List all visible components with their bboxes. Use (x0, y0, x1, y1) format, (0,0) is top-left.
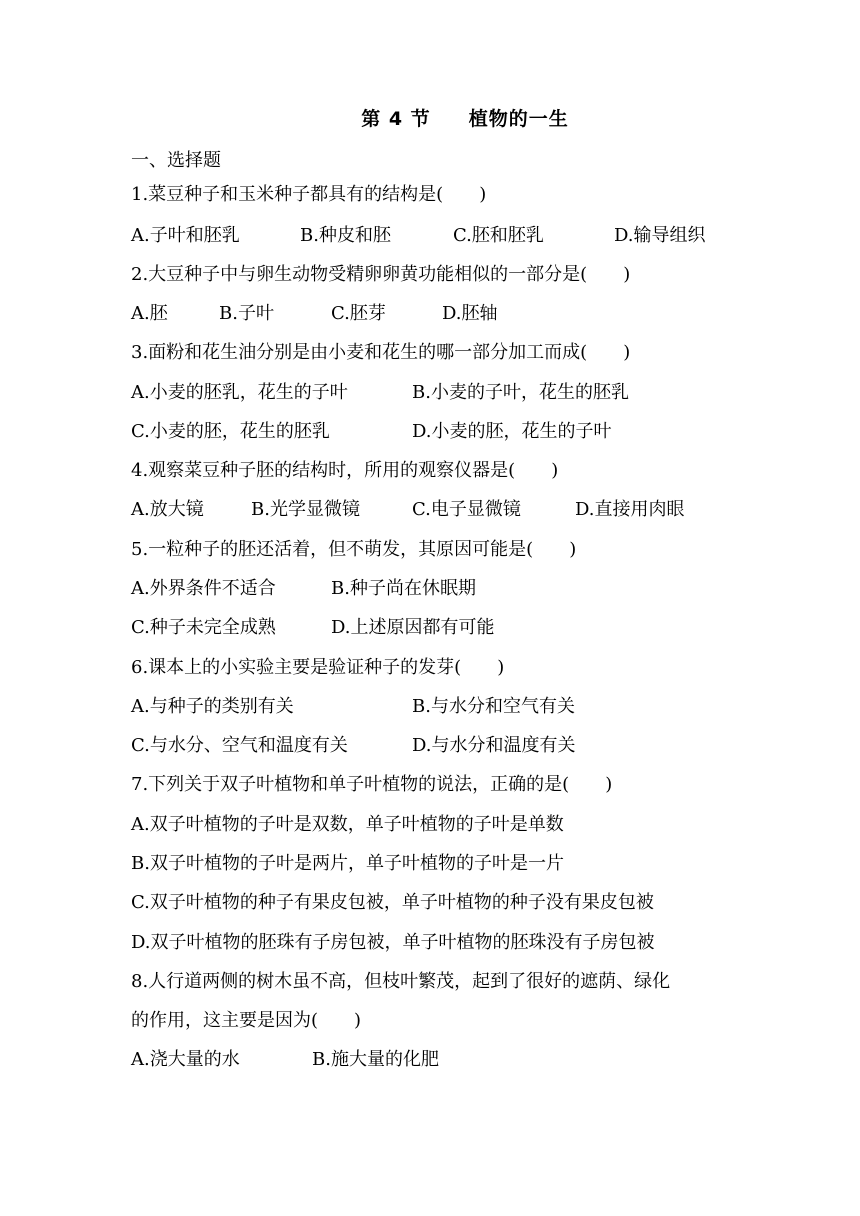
q4-option-a: A.放大镜 (131, 499, 204, 520)
q5-option-d: D.上述原因都有可能 (331, 617, 495, 638)
q3-option-a: A.小麦的胚乳，花生的子叶 (131, 382, 348, 403)
q5-option-c: C.种子未完全成熟 (131, 617, 276, 638)
q5-option-b: B.种子尚在休眠期 (331, 578, 476, 599)
question-6: 6.课本上的小实验主要是验证种子的发芽( ) (131, 657, 505, 678)
q6-option-d: D.与水分和温度有关 (412, 735, 576, 756)
q3-option-b: B.小麦的子叶，花生的胚乳 (412, 382, 629, 403)
q7-option-c: C.双子叶植物的种子有果皮包被，单子叶植物的种子没有果皮包被 (131, 892, 654, 913)
q6-option-c: C.与水分、空气和温度有关 (131, 735, 348, 756)
question-4: 4.观察菜豆种子胚的结构时，所用的观察仪器是( ) (131, 460, 559, 481)
q2-option-c: C.胚芽 (331, 303, 386, 324)
question-2: 2.大豆种子中与卵生动物受精卵卵黄功能相似的一部分是( ) (131, 264, 631, 285)
q1-option-b: B.种皮和胚 (300, 225, 391, 246)
q7-option-b: B.双子叶植物的子叶是两片，单子叶植物的子叶是一片 (131, 853, 564, 874)
question-1: 1.菜豆种子和玉米种子都具有的结构是( ) (131, 184, 487, 205)
q6-option-b: B.与水分和空气有关 (412, 696, 575, 717)
q2-option-b: B.子叶 (219, 303, 274, 324)
q2-option-d: D.胚轴 (442, 303, 498, 324)
q3-option-c: C.小麦的胚，花生的胚乳 (131, 421, 330, 442)
question-3: 3.面粉和花生油分别是由小麦和花生的哪一部分加工而成( ) (131, 342, 631, 363)
q6-option-a: A.与种子的类别有关 (131, 696, 294, 717)
q5-option-a: A.外界条件不适合 (131, 578, 276, 599)
q1-option-d: D.输导组织 (614, 225, 706, 246)
q8-option-a: A.浇大量的水 (131, 1049, 240, 1070)
q1-option-c: C.胚和胚乳 (453, 225, 544, 246)
q8-option-b: B.施大量的化肥 (312, 1049, 439, 1070)
question-5: 5.一粒种子的胚还活着，但不萌发，其原因可能是( ) (131, 539, 577, 560)
question-7: 7.下列关于双子叶植物和单子叶植物的说法，正确的是( ) (131, 774, 613, 795)
q1-option-a: A.子叶和胚乳 (131, 225, 240, 246)
question-8-line-2: 的作用，这主要是因为( ) (131, 1010, 362, 1031)
q2-option-a: A.胚 (131, 303, 168, 324)
q7-option-a: A.双子叶植物的子叶是双数，单子叶植物的子叶是单数 (131, 814, 564, 835)
q7-option-d: D.双子叶植物的胚珠有子房包被，单子叶植物的胚珠没有子房包被 (131, 932, 655, 953)
q4-option-b: B.光学显微镜 (251, 499, 360, 520)
question-8-line-1: 8.人行道两侧的树木虽不高，但枝叶繁茂，起到了很好的遮荫、绿化 (131, 971, 671, 992)
q4-option-d: D.直接用肉眼 (575, 499, 685, 520)
q3-option-d: D.小麦的胚，花生的子叶 (412, 421, 612, 442)
section-heading: 一、选择题 (131, 150, 221, 171)
q4-option-c: C.电子显微镜 (412, 499, 521, 520)
page-title: 第 4 节 植物的一生 (361, 108, 569, 130)
